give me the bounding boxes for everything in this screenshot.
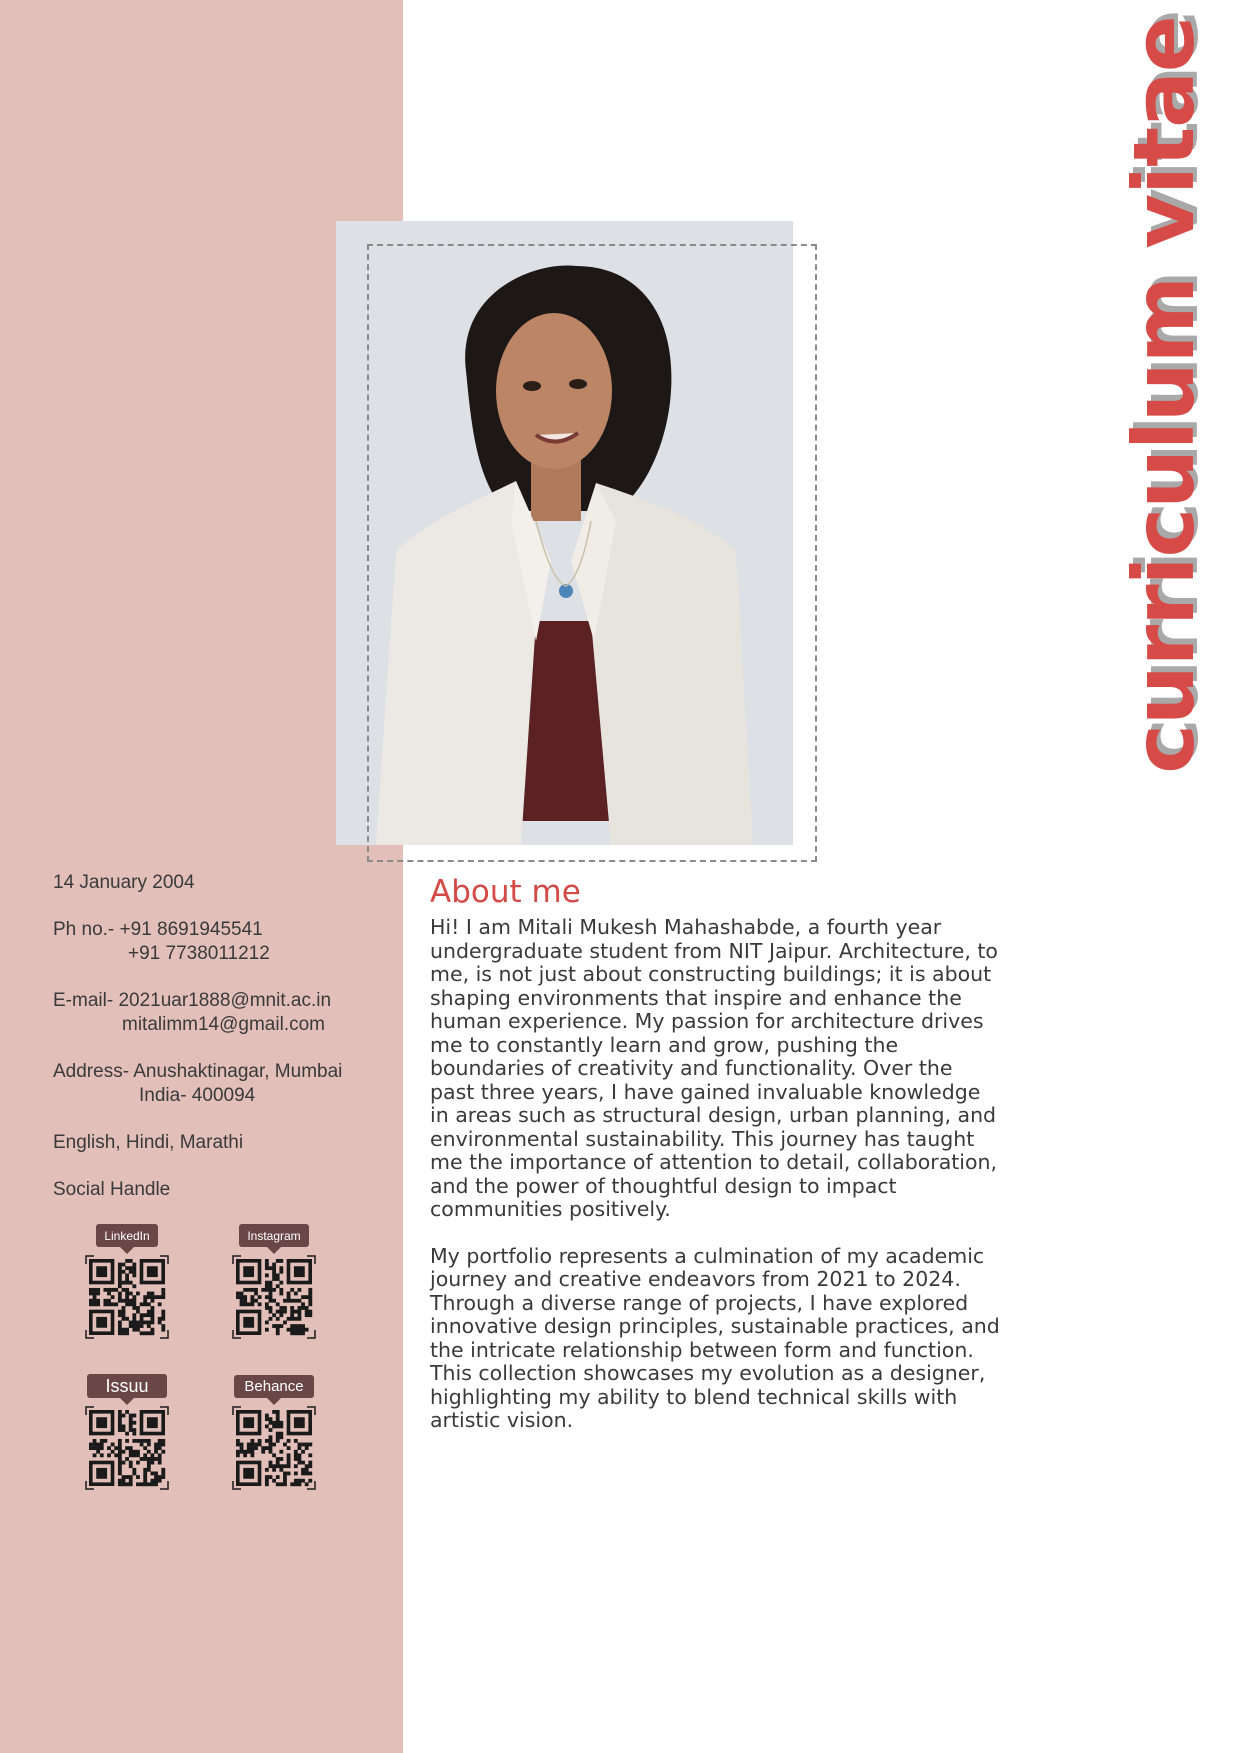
qr-code-icon[interactable] [232,1255,316,1339]
address-line-1: Address- Anushaktinagar, Mumbai [53,1061,343,1082]
about-heading: About me [430,874,581,910]
address-block [53,1060,342,1108]
qr-code-icon[interactable] [232,1406,316,1490]
issuu-label: Issuu [87,1374,166,1398]
instagram-label: Instagram [239,1224,308,1247]
address-line-2: India- 400094 [139,1085,256,1106]
about-body [430,916,1000,1456]
social-issuu[interactable] [82,1374,172,1490]
date-of-birth: 14 January 2004 [53,872,195,893]
cv-title-vertical [1115,16,1213,774]
cv-title: curriculum vitae [1115,16,1213,774]
phone-secondary: +91 7738011212 [128,943,270,964]
social-linkedin[interactable] [82,1224,172,1339]
social-handle-heading: Social Handle [53,1179,171,1200]
email-block [53,989,331,1037]
email-primary[interactable]: E-mail- 2021uar1888@mnit.ac.in [53,990,332,1011]
phone-block [53,918,270,966]
languages: English, Hindi, Marathi [53,1132,244,1153]
social-instagram[interactable] [229,1224,319,1339]
photo-dashed-frame [367,244,817,862]
about-paragraph-2: My portfolio represents a culmination of my academic journey and creative endeavors from 2021 to 2024. Through a diverse range of projects, I have explored innovative design principles, sustainable practices, and the intricate relationship between form and function. This collection showcases my evolution as a designer, highlighting my ability to blend technical skills with artistic vision. [430,1243,1000,1432]
qr-code-icon[interactable] [85,1406,169,1490]
phone-primary: Ph no.- +91 8691945541 [53,919,263,940]
social-behance[interactable] [229,1375,319,1490]
qr-code-icon[interactable] [85,1255,169,1339]
linkedin-label: LinkedIn [96,1224,157,1247]
about-paragraph-1: Hi! I am Mitali Mukesh Mahashabde, a fourth year undergraduate student from NIT Jaipur. Architecture, to me, is not just about constructing buildings; it is about shaping environments that inspire and enhance the human experience. My passion for architecture drives me to constantly learn and grow, pushing the boundaries of creativity and functionality. Over the past three years, I have gained invaluable knowledge in areas such as structural design, urban planning, and environmental sustainability. This journey has taught me the importance of attention to detail, collaboration, and the power of thoughtful design to impact communities positively. [430,915,998,1221]
email-secondary[interactable]: mitalimm14@gmail.com [122,1014,325,1035]
behance-label: Behance [234,1375,313,1398]
